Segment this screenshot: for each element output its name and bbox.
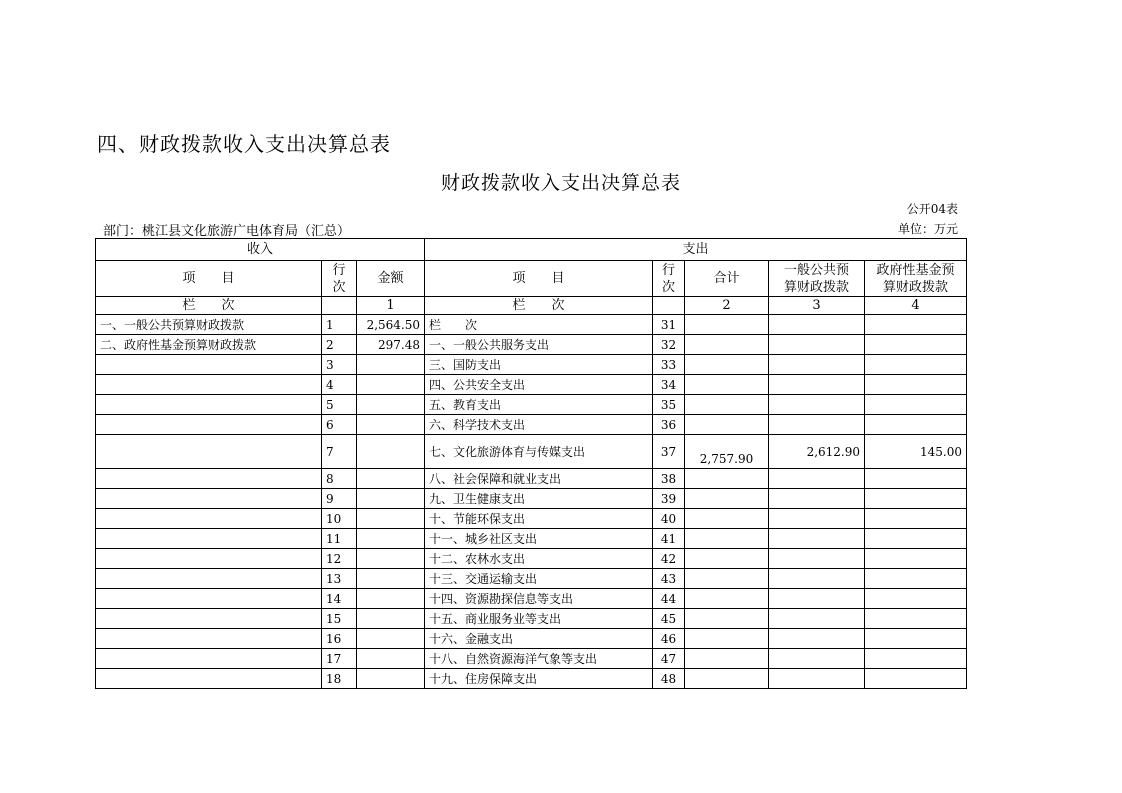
income-line-header <box>322 261 357 297</box>
table-row <box>96 589 967 609</box>
income-line-cell: 12 <box>322 549 357 569</box>
expense-line-cell: 42 <box>653 549 685 569</box>
expense-line-cell: 38 <box>653 469 685 489</box>
income-line-cell: 9 <box>322 489 357 509</box>
total-cell <box>685 395 769 415</box>
income-amount-cell <box>357 569 425 589</box>
income-amount-cell: 297.48 <box>357 335 425 355</box>
expense-item-cell: 十一、城乡社区支出 <box>425 529 653 549</box>
income-line-cell: 15 <box>322 609 357 629</box>
income-line-cell: 2 <box>322 335 357 355</box>
income-amount-cell <box>357 415 425 435</box>
general-budget-cell <box>769 355 865 375</box>
income-group-header: 收入 <box>96 239 425 261</box>
income-line-header-bottom: 次 <box>332 279 346 295</box>
general-budget-cell <box>769 609 865 629</box>
income-line-cell: 11 <box>322 529 357 549</box>
income-item-cell <box>96 529 322 549</box>
fund-budget-cell <box>865 375 967 395</box>
fund-budget-cell <box>865 549 967 569</box>
fund-budget-cell <box>865 529 967 549</box>
unit-label: 单位：万元 <box>897 222 958 236</box>
fund-budget-cell <box>865 395 967 415</box>
income-index-label: 栏 次 <box>96 297 322 315</box>
expense-item-cell: 四、公共安全支出 <box>425 375 653 395</box>
income-amount-cell <box>357 355 425 375</box>
general-budget-cell <box>769 649 865 669</box>
income-item-cell <box>96 395 322 415</box>
expense-line-cell: 34 <box>653 375 685 395</box>
table-row <box>96 469 967 489</box>
fund-budget-cell <box>865 629 967 649</box>
total-cell <box>685 629 769 649</box>
table-row <box>96 549 967 569</box>
expense-item-cell: 六、科学技术支出 <box>425 415 653 435</box>
income-amount-cell <box>357 589 425 609</box>
total-cell <box>685 529 769 549</box>
table-row <box>96 415 967 435</box>
income-item-cell <box>96 375 322 395</box>
income-index-amount: 1 <box>357 297 425 315</box>
fund-budget-cell <box>865 609 967 629</box>
fund-budget-cell <box>865 335 967 355</box>
department-label: 部门：桃江县文化旅游广电体育局（汇总） <box>103 224 351 239</box>
expense-line-cell: 44 <box>653 589 685 609</box>
fund-budget-cell <box>865 469 967 489</box>
total-cell <box>685 589 769 609</box>
total-cell <box>685 415 769 435</box>
total-cell <box>685 669 769 689</box>
general-budget-cell <box>769 509 865 529</box>
expense-item-cell: 三、国防支出 <box>425 355 653 375</box>
fund-budget-cell <box>865 489 967 509</box>
general-budget-cell: 2,612.90 <box>769 435 865 469</box>
income-amount-header: 金额 <box>357 261 425 297</box>
table-row <box>96 649 967 669</box>
expense-line-cell: 48 <box>653 669 685 689</box>
table-row <box>96 509 967 529</box>
expense-item-cell: 十五、商业服务业等支出 <box>425 609 653 629</box>
total-cell <box>685 315 769 335</box>
fund-budget-header-bottom: 算财政拨款 <box>883 279 949 295</box>
total-cell <box>685 569 769 589</box>
expense-item-cell: 十三、交通运输支出 <box>425 569 653 589</box>
expense-group-header: 支出 <box>425 239 967 261</box>
income-amount-cell <box>357 669 425 689</box>
fund-budget-cell <box>865 649 967 669</box>
expense-line-cell: 35 <box>653 395 685 415</box>
general-budget-cell <box>769 629 865 649</box>
fund-budget-header <box>865 261 967 297</box>
index-general: 3 <box>769 297 865 315</box>
expense-item-cell: 栏 次 <box>425 315 653 335</box>
form-code: 公开04表 <box>906 202 958 216</box>
table-header <box>96 239 967 315</box>
table-row <box>96 355 967 375</box>
budget-table <box>95 238 967 689</box>
expense-item-header: 项 目 <box>425 261 653 297</box>
expense-line-cell: 36 <box>653 415 685 435</box>
expense-line-cell: 40 <box>653 509 685 529</box>
expense-line-cell: 45 <box>653 609 685 629</box>
total-header: 合计 <box>685 261 769 297</box>
index-total: 2 <box>685 297 769 315</box>
general-budget-cell <box>769 489 865 509</box>
income-item-cell <box>96 569 322 589</box>
income-item-cell: 一、一般公共预算财政拨款 <box>96 315 322 335</box>
fund-budget-cell <box>865 415 967 435</box>
general-budget-cell <box>769 375 865 395</box>
expense-line-cell: 37 <box>653 435 685 469</box>
income-item-cell <box>96 509 322 529</box>
expense-line-header <box>653 261 685 297</box>
table-row <box>96 395 967 415</box>
general-budget-cell <box>769 549 865 569</box>
general-budget-cell <box>769 315 865 335</box>
general-budget-cell <box>769 569 865 589</box>
fund-budget-cell <box>865 669 967 689</box>
income-line-cell: 4 <box>322 375 357 395</box>
general-budget-cell <box>769 335 865 355</box>
income-line-cell: 14 <box>322 589 357 609</box>
income-item-cell <box>96 669 322 689</box>
income-item-cell <box>96 435 322 469</box>
table-row <box>96 569 967 589</box>
general-budget-header-bottom: 算财政拨款 <box>783 279 849 295</box>
general-budget-cell <box>769 415 865 435</box>
table-title: 财政拨款收入支出决算总表 <box>440 172 681 194</box>
fund-budget-header-top: 政府性基金预 <box>876 262 955 278</box>
table-row <box>96 629 967 649</box>
income-item-cell <box>96 549 322 569</box>
income-line-cell: 8 <box>322 469 357 489</box>
general-budget-header <box>769 261 865 297</box>
fund-budget-cell <box>865 509 967 529</box>
expense-item-cell: 十、节能环保支出 <box>425 509 653 529</box>
total-cell <box>685 335 769 355</box>
income-item-cell <box>96 649 322 669</box>
expense-index-line <box>653 297 685 315</box>
total-cell <box>685 509 769 529</box>
section-heading: 四、财政拨款收入支出决算总表 <box>97 132 391 156</box>
income-index-line <box>322 297 357 315</box>
expense-item-cell: 十九、住房保障支出 <box>425 669 653 689</box>
total-cell: 2,757.90 <box>685 435 769 469</box>
income-amount-cell <box>357 469 425 489</box>
income-amount-cell <box>357 489 425 509</box>
income-line-cell: 13 <box>322 569 357 589</box>
expense-line-cell: 46 <box>653 629 685 649</box>
expense-item-cell: 十八、自然资源海洋气象等支出 <box>425 649 653 669</box>
income-item-cell: 二、政府性基金预算财政拨款 <box>96 335 322 355</box>
table-row <box>96 375 967 395</box>
total-cell <box>685 375 769 395</box>
table-row <box>96 335 967 355</box>
general-budget-header-top: 一般公共预 <box>783 262 849 278</box>
expense-item-cell: 一、一般公共服务支出 <box>425 335 653 355</box>
total-cell <box>685 609 769 629</box>
fund-budget-cell: 145.00 <box>865 435 967 469</box>
income-line-cell: 7 <box>322 435 357 469</box>
income-amount-cell <box>357 629 425 649</box>
fund-budget-cell <box>865 355 967 375</box>
total-cell <box>685 649 769 669</box>
general-budget-cell <box>769 669 865 689</box>
fund-budget-cell <box>865 315 967 335</box>
income-amount-cell <box>357 649 425 669</box>
income-item-cell <box>96 609 322 629</box>
income-amount-cell <box>357 509 425 529</box>
income-line-cell: 16 <box>322 629 357 649</box>
income-item-header: 项 目 <box>96 261 322 297</box>
fund-budget-cell <box>865 569 967 589</box>
income-item-cell <box>96 629 322 649</box>
table-body <box>96 315 967 689</box>
expense-line-cell: 31 <box>653 315 685 335</box>
expense-item-cell: 十四、资源勘探信息等支出 <box>425 589 653 609</box>
income-amount-cell <box>357 375 425 395</box>
income-line-header-top: 行 <box>332 262 346 278</box>
income-item-cell <box>96 355 322 375</box>
income-item-cell <box>96 469 322 489</box>
expense-item-cell: 十二、农林水支出 <box>425 549 653 569</box>
general-budget-cell <box>769 529 865 549</box>
income-amount-cell <box>357 609 425 629</box>
expense-item-cell: 十六、金融支出 <box>425 629 653 649</box>
expense-line-cell: 32 <box>653 335 685 355</box>
table-row <box>96 435 967 469</box>
total-cell <box>685 469 769 489</box>
table-row <box>96 489 967 509</box>
income-item-cell <box>96 589 322 609</box>
expense-line-cell: 43 <box>653 569 685 589</box>
total-cell <box>685 355 769 375</box>
income-item-cell <box>96 415 322 435</box>
expense-item-cell: 九、卫生健康支出 <box>425 489 653 509</box>
total-cell <box>685 549 769 569</box>
expense-line-header-top: 行 <box>661 262 675 278</box>
income-line-cell: 6 <box>322 415 357 435</box>
income-line-cell: 1 <box>322 315 357 335</box>
expense-line-cell: 39 <box>653 489 685 509</box>
income-line-cell: 17 <box>322 649 357 669</box>
expense-line-cell: 47 <box>653 649 685 669</box>
table-row <box>96 529 967 549</box>
general-budget-cell <box>769 395 865 415</box>
total-cell <box>685 489 769 509</box>
expense-line-cell: 41 <box>653 529 685 549</box>
expense-line-cell: 33 <box>653 355 685 375</box>
general-budget-cell <box>769 469 865 489</box>
table-row <box>96 315 967 335</box>
expense-line-header-bottom: 次 <box>661 279 675 295</box>
income-amount-cell <box>357 549 425 569</box>
table-row <box>96 609 967 629</box>
table-row <box>96 669 967 689</box>
income-amount-cell: 2,564.50 <box>357 315 425 335</box>
income-amount-cell <box>357 435 425 469</box>
income-line-cell: 3 <box>322 355 357 375</box>
income-amount-cell <box>357 529 425 549</box>
expense-item-cell: 五、教育支出 <box>425 395 653 415</box>
income-line-cell: 18 <box>322 669 357 689</box>
index-fund: 4 <box>865 297 967 315</box>
income-amount-cell <box>357 395 425 415</box>
expense-item-cell: 八、社会保障和就业支出 <box>425 469 653 489</box>
income-item-cell <box>96 489 322 509</box>
income-line-cell: 10 <box>322 509 357 529</box>
general-budget-cell <box>769 589 865 609</box>
fund-budget-cell <box>865 589 967 609</box>
expense-item-cell: 七、文化旅游体育与传媒支出 <box>425 435 653 469</box>
income-line-cell: 5 <box>322 395 357 415</box>
expense-index-label: 栏 次 <box>425 297 653 315</box>
